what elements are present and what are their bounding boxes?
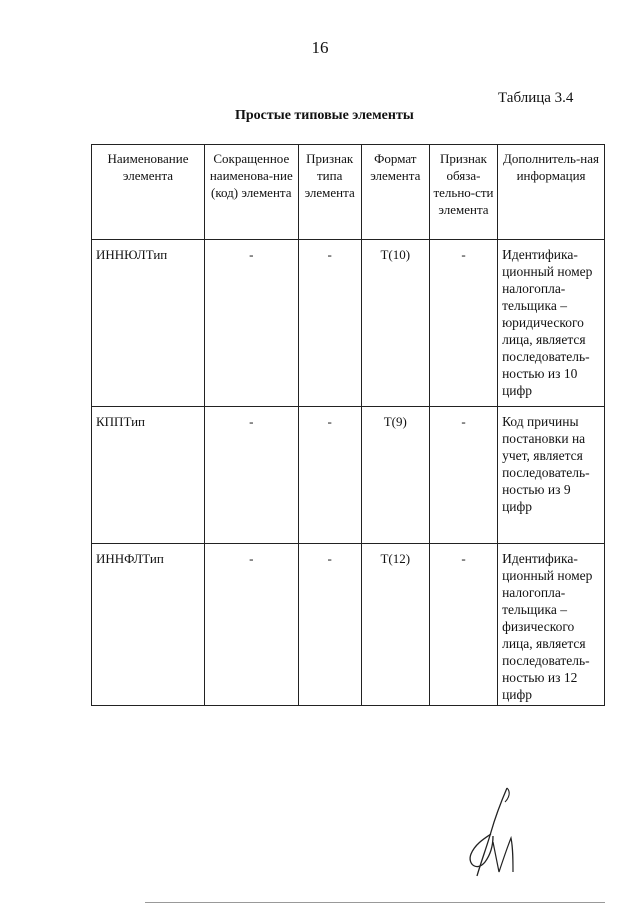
elements-table bbox=[91, 144, 605, 706]
header-cell: Сокращенное наименова-ние (код) элемента bbox=[204, 145, 298, 240]
required-cell: - bbox=[429, 407, 497, 544]
info-cell: Идентифика-ционный номер налогопла-тельщика – юридического лица, является последователь-ностью из 10 цифр bbox=[498, 240, 605, 407]
header-cell: Формат элемента bbox=[361, 145, 429, 240]
element-name-cell: КППТип bbox=[92, 407, 205, 544]
page-number: 16 bbox=[311, 38, 329, 57]
header-cell: Дополнитель-ная информация bbox=[498, 145, 605, 240]
info-cell: Идентифика-ционный номер налогопла-тельщика – физического лица, является последователь-ностью из 12 цифр bbox=[498, 544, 605, 706]
table-header-row bbox=[92, 145, 605, 240]
type-flag-cell: - bbox=[298, 544, 361, 706]
short-name-cell: - bbox=[204, 407, 298, 544]
table-caption: Таблица 3.4 bbox=[498, 90, 574, 106]
header-cell: Признак обяза-тельно-сти элемента bbox=[429, 145, 497, 240]
format-cell: T(10) bbox=[361, 240, 429, 407]
header-cell: Наименование элемента bbox=[92, 145, 205, 240]
short-name-cell: - bbox=[204, 240, 298, 407]
short-name-cell: - bbox=[204, 544, 298, 706]
element-name-cell: ИННЮЛТип bbox=[92, 240, 205, 407]
type-flag-cell: - bbox=[298, 240, 361, 407]
header-cell: Признак типа элемента bbox=[298, 145, 361, 240]
format-cell: T(12) bbox=[361, 544, 429, 706]
info-cell: Код причины постановки на учет, является последователь-ностью из 9 цифр bbox=[498, 407, 605, 544]
required-cell: - bbox=[429, 240, 497, 407]
table-row bbox=[92, 407, 605, 544]
table-row bbox=[92, 240, 605, 407]
table-row bbox=[92, 544, 605, 706]
required-cell: - bbox=[429, 544, 497, 706]
type-flag-cell: - bbox=[298, 407, 361, 544]
table-title: Простые типовые элементы bbox=[235, 108, 414, 123]
bottom-divider bbox=[145, 902, 605, 903]
element-name-cell: ИННФЛТип bbox=[92, 544, 205, 706]
format-cell: T(9) bbox=[361, 407, 429, 544]
signature-mark bbox=[455, 782, 535, 882]
